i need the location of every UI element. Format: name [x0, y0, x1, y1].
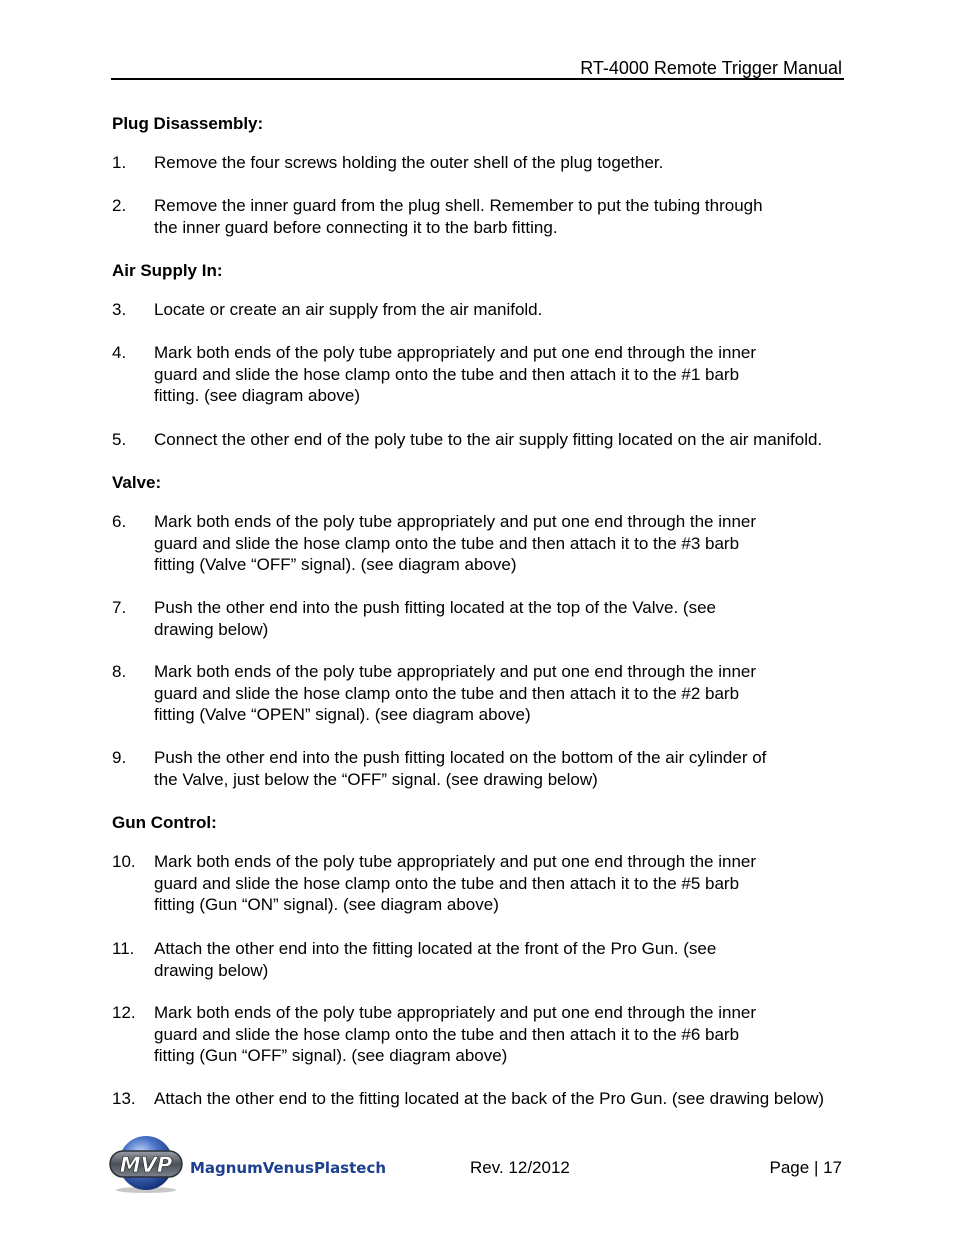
step-number: 11. [112, 939, 135, 958]
logo-badge-text: MVP [119, 1153, 173, 1177]
step-text: Locate or create an air supply from the air manifold. [154, 300, 543, 319]
step-number: 4. [112, 343, 127, 362]
heading-gun-control: Gun Control: [112, 813, 217, 832]
step-number: 13. [112, 1089, 136, 1108]
step-text: Remove the inner guard from the plug shell. Remember to put the tubing through the inner guard before connecting it to the barb fitting. [154, 196, 763, 237]
step-text: Mark both ends of the poly tube appropriately and put one end through the inner guard and slide the hose clamp onto the tube and then attach it to the #3 barb fitting (Valve “OFF” signal). (see diagram above) [154, 512, 757, 575]
step-text: Remove the four screws holding the outer shell of the plug together. [154, 153, 664, 172]
page-number: Page | 17 [769, 1158, 842, 1177]
header-rule [111, 78, 844, 80]
step-number: 2. [112, 196, 127, 215]
step-text: Mark both ends of the poly tube appropriately and put one end through the inner guard and slide the hose clamp onto the tube and then attach it to the #2 barb fitting (Valve “OPEN” signal). (see diagram above) [154, 662, 757, 725]
step-number: 7. [112, 598, 127, 617]
step-text: Mark both ends of the poly tube appropriately and put one end through the inner guard and slide the hose clamp onto the tube and then attach it to the #5 barb fitting (Gun “ON” signal). (see diagram above) [154, 852, 757, 915]
step-number: 10. [112, 852, 136, 871]
mvp-logo [104, 1133, 394, 1195]
step-text: Attach the other end into the fitting located at the front of the Pro Gun. (see drawing below) [154, 939, 717, 980]
step-text: Mark both ends of the poly tube appropriately and put one end through the inner guard and slide the hose clamp onto the tube and then attach it to the #1 barb fitting. (see diagram above) [154, 343, 757, 406]
step-number: 12. [112, 1003, 136, 1022]
heading-air-supply-in: Air Supply In: [112, 261, 223, 280]
manual-title: RT-4000 Remote Trigger Manual [580, 58, 842, 78]
heading-plug-disassembly: Plug Disassembly: [112, 114, 264, 133]
step-number: 6. [112, 512, 127, 531]
step-text: Push the other end into the push fitting located on the bottom of the air cylinder of the Valve, just below the “OFF” signal. (see drawing below) [154, 748, 767, 789]
step-number: 9. [112, 748, 127, 767]
step-text: Connect the other end of the poly tube to the air supply fitting located on the air manifold. [154, 430, 823, 449]
step-number: 1. [112, 153, 127, 172]
step-number: 8. [112, 662, 127, 681]
heading-valve: Valve: [112, 473, 162, 492]
step-text: Mark both ends of the poly tube appropriately and put one end through the inner guard and slide the hose clamp onto the tube and then attach it to the #6 barb fitting (Gun “OFF” signal). (see diagram above) [154, 1003, 757, 1066]
step-number: 3. [112, 300, 127, 319]
logo-company-name: MagnumVenusPlastech [190, 1159, 386, 1177]
step-number: 5. [112, 430, 127, 449]
step-text: Attach the other end to the fitting located at the back of the Pro Gun. (see drawing below) [154, 1089, 825, 1108]
step-text: Push the other end into the push fitting located at the top of the Valve. (see drawing below) [154, 598, 717, 639]
revision-date: Rev. 12/2012 [470, 1158, 570, 1177]
